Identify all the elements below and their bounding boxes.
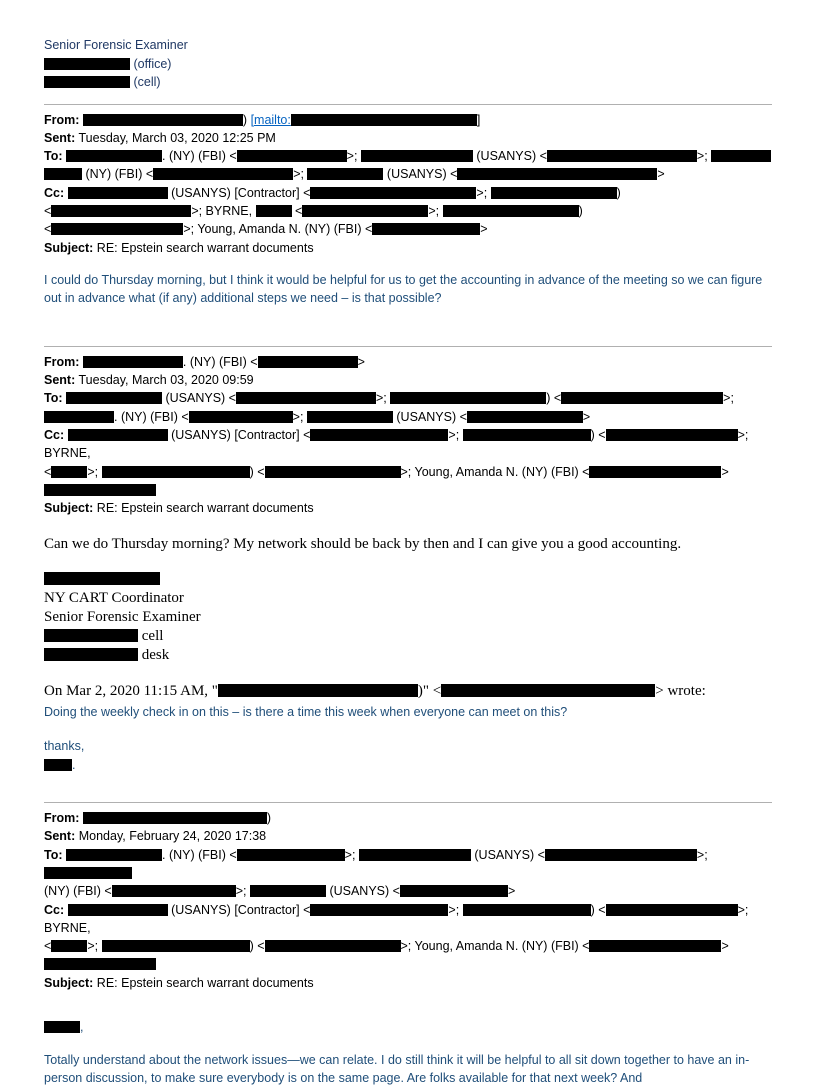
sent-label: Sent: (44, 373, 76, 388)
redaction-bar (44, 411, 114, 423)
from-label: From: (44, 112, 80, 127)
redaction-bar (102, 940, 250, 952)
sent-label: Sent: (44, 829, 76, 844)
redaction-bar (68, 187, 168, 199)
redaction-bar (102, 466, 250, 478)
to-label: To: (44, 149, 63, 164)
redaction-bar (236, 392, 376, 404)
subject-value: RE: Epstein search warrant documents (96, 240, 314, 255)
subject-value: RE: Epstein search warrant documents (96, 975, 314, 990)
signature-cell-line (44, 73, 772, 92)
sent-line (44, 827, 772, 845)
redaction-bar (51, 466, 87, 478)
redaction-bar (237, 150, 347, 162)
redaction-bar (189, 411, 293, 423)
redaction-bar (112, 885, 236, 897)
redaction-bar (606, 429, 738, 441)
signature-role: NY CART Coordinator (44, 589, 184, 606)
redaction-bar (250, 885, 326, 897)
redaction-bar (51, 940, 87, 952)
redaction-bar (372, 223, 480, 235)
redaction-bar (359, 849, 471, 861)
redaction-bar (44, 759, 72, 771)
top-signature-block (44, 36, 772, 92)
sent-value: Tuesday, March 03, 2020 12:25 PM (78, 130, 276, 145)
redaction-bar (265, 940, 401, 952)
email-message-1 (44, 111, 772, 308)
redaction-bar (310, 429, 448, 441)
redaction-bar (256, 205, 292, 217)
from-suffix: ) (242, 112, 248, 127)
quote-signoff: . (44, 756, 772, 775)
redaction-bar (44, 168, 82, 180)
redaction-bar (83, 356, 183, 368)
redaction-bar (44, 1021, 80, 1033)
cc-line: Cc: (USANYS) [Contractor] < >; ) < >; BYRNE, < >; ) < >; Young, Amanda N. (NY) (FBI) < > (44, 426, 772, 499)
redaction-bar (83, 812, 267, 824)
redaction-bar (310, 904, 448, 916)
sent-line (44, 371, 772, 389)
to-line: To: . (NY) (FBI) < >; (USANYS) < >; (NY) (FBI) < >; (USANYS) < > (44, 147, 772, 184)
cc-line: Cc: (USANYS) [Contractor] < >; ) < >; BYRNE, < >; ) < >; Young, Amanda N. (NY) (FBI) < > (44, 185, 621, 237)
redaction-bar (467, 411, 583, 423)
redaction-bar (307, 168, 383, 180)
redaction-bar (51, 205, 191, 217)
message-divider (44, 104, 772, 105)
redaction-bar (302, 205, 428, 217)
inline-signature-block (44, 570, 772, 665)
subject-value: RE: Epstein search warrant documents (96, 501, 314, 516)
redaction-bar (545, 849, 697, 861)
message-body: I could do Thursday morning, but I think it would be helpful for us to get the accounting in advance of the meeting so we can figure out in advance what (if any) additional steps we need – is that possible? (44, 272, 763, 306)
redaction-bar (589, 466, 721, 478)
subject-label: Subject: (44, 975, 94, 990)
to-line: To: . (NY) (FBI) < >; (USANYS) < >; (NY) (FBI) < >; (USANYS) < > (44, 847, 708, 899)
from-line: From: . (NY) (FBI) < > (44, 354, 365, 369)
cc-label: Cc: (44, 902, 65, 917)
to-label: To: (44, 391, 63, 406)
cc-label: Cc: (44, 428, 65, 443)
mailto-close: ] (476, 112, 481, 127)
redaction-bar (291, 114, 477, 126)
subject-label: Subject: (44, 240, 94, 255)
sent-line (44, 129, 772, 147)
redaction-bar (66, 392, 162, 404)
redaction-bar (68, 429, 168, 441)
redaction-bar (44, 958, 156, 970)
cc-line: Cc: (USANYS) [Contractor] < >; ) < >; BYRNE, < >; ) < >; Young, Amanda N. (NY) (FBI) < > (44, 901, 772, 974)
redaction-bar (44, 58, 130, 70)
redaction-bar (390, 392, 546, 404)
cell-label: (cell) (133, 75, 161, 89)
message-divider (44, 802, 772, 803)
redaction-bar (547, 150, 697, 162)
office-label: (office) (133, 56, 172, 71)
cc-label: Cc: (44, 185, 65, 200)
from-label: From: (44, 811, 80, 826)
redaction-bar (310, 187, 476, 199)
redaction-bar (589, 940, 721, 952)
redaction-bar (258, 356, 358, 368)
subject-line (44, 239, 772, 257)
redaction-bar (561, 392, 723, 404)
redaction-bar (463, 904, 591, 916)
from-line: From: ) (44, 811, 272, 826)
subject-line (44, 974, 772, 992)
email-message-3 (44, 809, 772, 1087)
signature-title: Senior Forensic Examiner (44, 38, 188, 52)
message-body: Totally understand about the network issues—we can relate. I do still think it will be helpful to all sit down together to have an in-person discussion, to make sure everybody is on the same page. Are folks available for that next week? And (44, 1052, 750, 1086)
subject-label: Subject: (44, 501, 94, 516)
redaction-bar (443, 205, 579, 217)
redaction-bar (307, 411, 393, 423)
redaction-bar (711, 150, 771, 162)
redaction-bar (66, 150, 162, 162)
to-label: To: (44, 847, 63, 862)
to-line: To: (USANYS) < >; ) < >; . (NY) (FBI) < >; (USANYS) < > (44, 391, 734, 424)
redaction-bar (606, 904, 738, 916)
redaction-bar (463, 429, 591, 441)
redaction-bar (361, 150, 473, 162)
redaction-bar (265, 466, 401, 478)
subject-line (44, 499, 772, 517)
message-body: Can we do Thursday morning? My network should be back by then and I can give you a good accounting. (44, 535, 682, 552)
redaction-bar (441, 684, 655, 697)
redaction-bar (51, 223, 183, 235)
redaction-bar (44, 629, 138, 642)
signature-title: Senior Forensic Examiner (44, 608, 201, 625)
redaction-bar (44, 648, 138, 661)
signature-cell-line: cell (44, 627, 772, 646)
redaction-bar (68, 904, 168, 916)
sent-value: Monday, February 24, 2020 17:38 (78, 829, 267, 844)
message-divider (44, 346, 772, 347)
redaction-bar (44, 484, 156, 496)
quote-intro-line: On Mar 2, 2020 11:15 AM, " )" < > wrote: (44, 682, 706, 699)
redaction-bar (153, 168, 293, 180)
signature-office-line (44, 55, 772, 74)
redaction-bar (457, 168, 657, 180)
sent-label: Sent: (44, 130, 76, 145)
redaction-bar (237, 849, 345, 861)
redaction-bar (44, 867, 132, 879)
from-line (44, 111, 772, 129)
redaction-bar (66, 849, 162, 861)
quote-closing: thanks, (44, 739, 85, 754)
redaction-bar (491, 187, 617, 199)
redaction-bar (218, 684, 418, 697)
greeting-line: , (44, 1018, 772, 1037)
redaction-bar (400, 885, 508, 897)
redaction-bar (44, 76, 130, 88)
quote-body: Doing the weekly check in on this – is there a time this week when everyone can meet on this? (44, 704, 568, 719)
email-message-2 (44, 353, 772, 774)
signature-desk-line: desk (44, 646, 772, 665)
sent-value: Tuesday, March 03, 2020 09:59 (78, 373, 254, 388)
redaction-bar (83, 114, 243, 126)
mailto-link[interactable]: [mailto: (250, 112, 291, 127)
redaction-bar (44, 572, 160, 585)
from-label: From: (44, 354, 80, 369)
